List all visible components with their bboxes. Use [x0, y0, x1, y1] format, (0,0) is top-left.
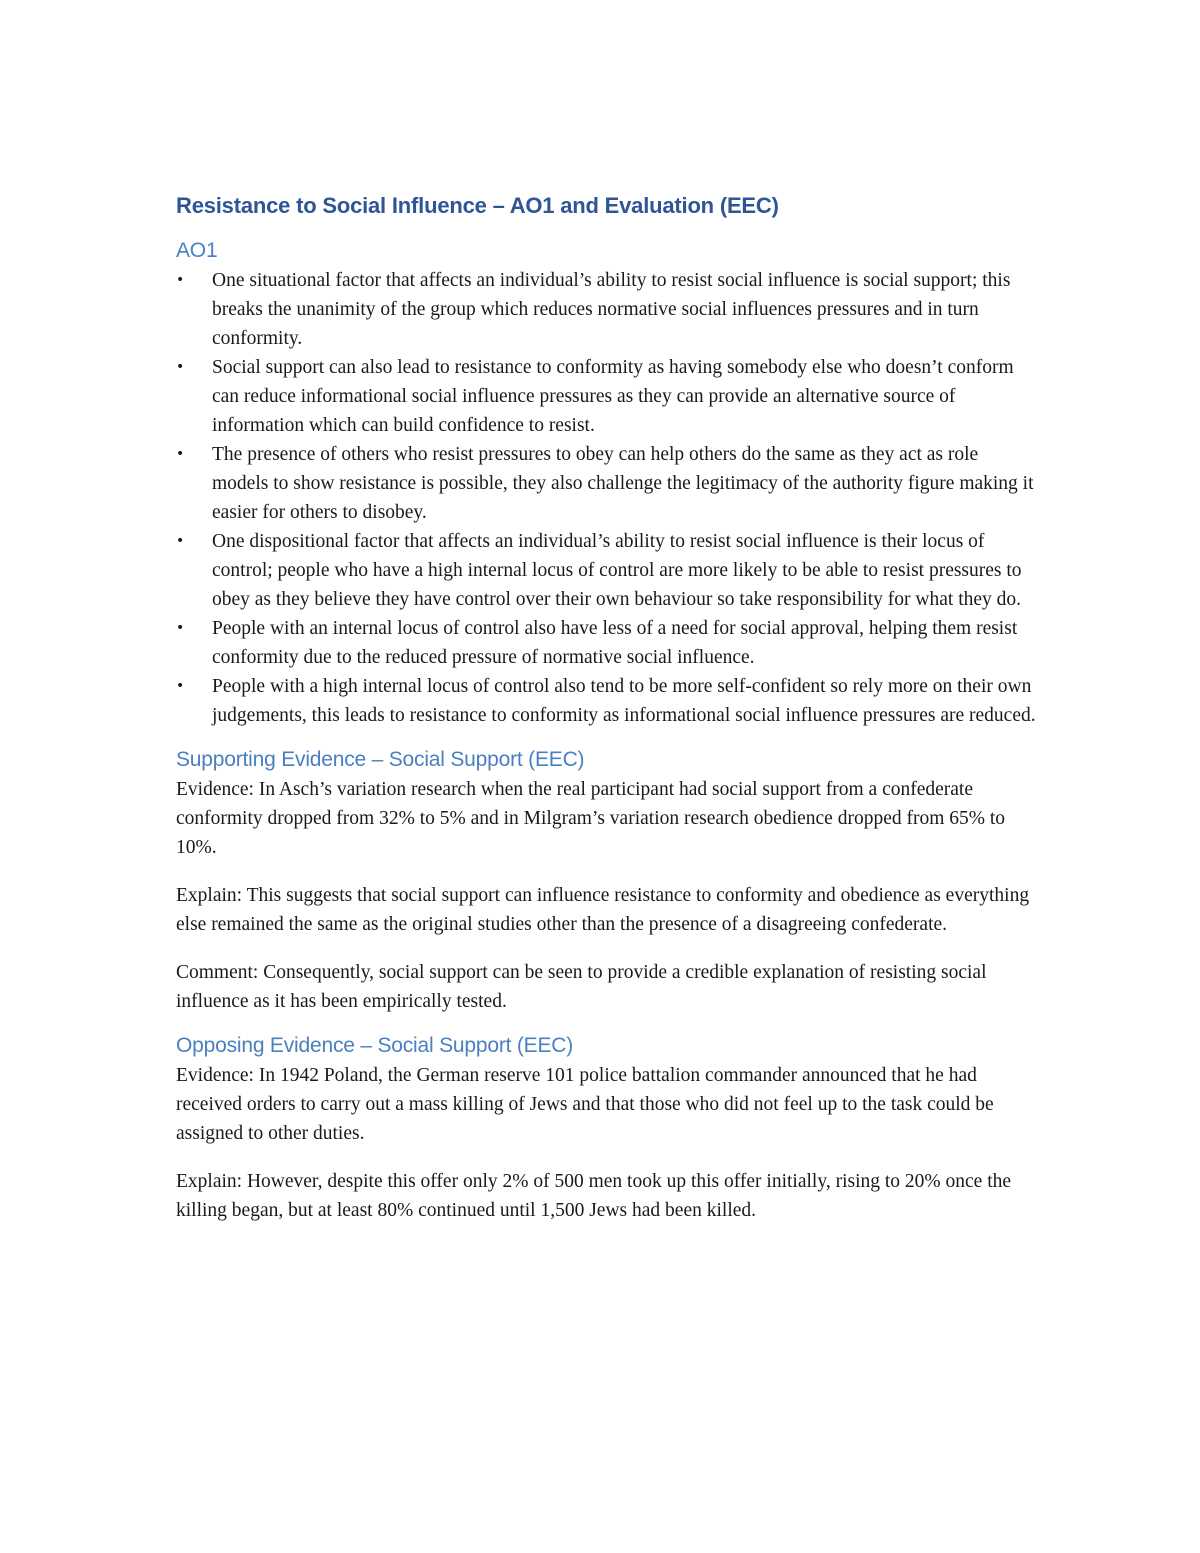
supporting-evidence-heading: Supporting Evidence – Social Support (EEC) — [176, 748, 585, 771]
bullet-text: People with a high internal locus of control also tend to be more self-confident so rely more on their own judgements, this leads to resistance to conformity as informational social influence pressures are reduced. — [212, 676, 1036, 726]
supporting-evidence-paragraph: Evidence: In Asch’s variation research when the real participant had social support from a confederate conformity dropped from 32% to 5% and in Milgram’s variation research obedience dropped from 65% to 10%. — [176, 779, 1006, 858]
opposing-evidence-heading: Opposing Evidence – Social Support (EEC) — [176, 1034, 574, 1057]
bullet-text: Social support can also lead to resistance to conformity as having somebody else who doesn’t conform can reduce informational social influence pressures as they can provide an alternative source of information which can build confidence to resist. — [212, 357, 1014, 436]
bullet-text: One dispositional factor that affects an individual’s ability to resist social influence is their locus of control; people who have a high internal locus of control are more likely to be able to resist pressures to obey as they believe they have control over their own behaviour so take responsibility for what they do. — [212, 531, 1022, 610]
supporting-comment-paragraph: Comment: Consequently, social support can be seen to provide a credible explanation of resisting social influence as it has been empirically tested. — [176, 962, 987, 1012]
ao1-bullet-item — [176, 440, 1036, 527]
bullet-text: One situational factor that affects an individual’s ability to resist social influence is social support; this breaks the unanimity of the group which reduces normative social influences pressures and in turn conformity. — [212, 270, 1011, 349]
ao1-bullet-item — [176, 353, 1036, 440]
ao1-bullet-item — [176, 266, 1036, 353]
bullet-icon: • — [176, 620, 185, 636]
ao1-bullet-item — [176, 672, 1036, 730]
document-page — [176, 186, 1036, 1225]
bullet-icon: • — [176, 359, 185, 375]
opposing-explain-paragraph: Explain: However, despite this offer only 2% of 500 men took up this offer initially, rising to 20% once the killing began, but at least 80% continued until 1,500 Jews had been killed. — [176, 1171, 1012, 1221]
bullet-icon: • — [176, 533, 185, 549]
supporting-explain-paragraph: Explain: This suggests that social support can influence resistance to conformity and obedience as everything else remained the same as the original studies other than the presence of a disagreeing confederate. — [176, 885, 1030, 935]
ao1-heading: AO1 — [176, 239, 218, 262]
document-title: Resistance to Social Influence – AO1 and Evaluation (EEC) — [176, 193, 779, 218]
opposing-evidence-paragraph: Evidence: In 1942 Poland, the German reserve 101 police battalion commander announced that he had received orders to carry out a mass killing of Jews and that those who did not feel up to the task could be assigned to other duties. — [176, 1065, 994, 1144]
ao1-bullet-list — [176, 266, 1036, 730]
bullet-icon: • — [176, 272, 185, 288]
bullet-icon: • — [176, 678, 185, 694]
bullet-text: People with an internal locus of control also have less of a need for social approval, helping them resist conformity due to the reduced pressure of normative social influence. — [212, 618, 1018, 668]
bullet-icon: • — [176, 446, 185, 462]
ao1-bullet-item — [176, 527, 1036, 614]
bullet-text: The presence of others who resist pressures to obey can help others do the same as they act as role models to show resistance is possible, they also challenge the legitimacy of the authority figure making it easier for others to disobey. — [212, 444, 1034, 523]
ao1-bullet-item — [176, 614, 1036, 672]
